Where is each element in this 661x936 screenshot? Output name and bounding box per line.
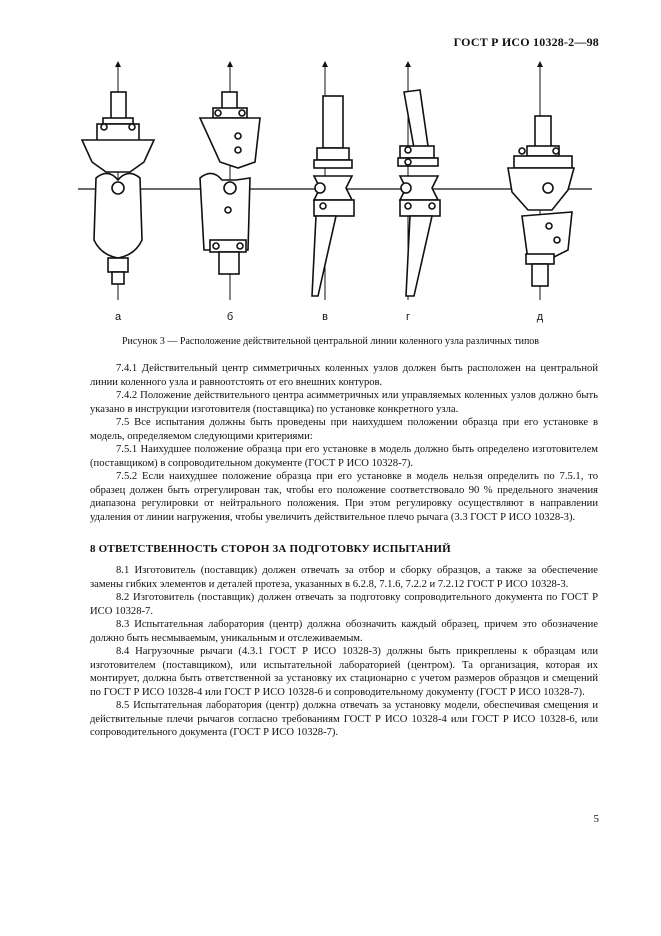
- page-number: 5: [593, 813, 599, 825]
- paragraph-8-5: 8.5 Испытательная лаборатория (центр) должна отвечать за установку модели, обеспечивая смещения и действительные плечи рычагов согласно требованиям ГОСТ Р ИСО 10328-4 или ГОСТ Р ИСО 10328-6, или сопроводительного документа (ГОСТ Р ИСО 10328-7).: [90, 700, 598, 738]
- text-block-bottom: [90, 564, 598, 740]
- paragraph-7-4-1: 7.4.1 Действительный центр симметричных коленных узлов должен быть расположен на центральной линии коленного узла и равноотстоять от его внешних контуров.: [90, 363, 598, 388]
- figure-label-e: д: [536, 311, 544, 323]
- paragraph-7-5: 7.5 Все испытания должны быть проведены при наихудшем положении образца при его установке в модель, определяемом следующими критериями:: [90, 417, 598, 442]
- document-header: ГОСТ Р ИСО 10328-2—98: [453, 35, 599, 49]
- figure-label-c: в: [322, 311, 328, 323]
- knee-unit-a: [82, 92, 154, 284]
- knee-unit-d: [398, 90, 440, 296]
- knee-unit-c: [312, 96, 354, 296]
- figure-label-b: б: [226, 311, 234, 323]
- paragraph-7-4-2: 7.4.2 Положение действительного центра асимметричных или управляемых коленных узлов должно быть указано в инструкции изготовителя (поставщика) по установке конкретного узла.: [90, 390, 598, 415]
- knee-unit-figure: [0, 50, 661, 340]
- figure-caption: Рисунок 3 — Расположение действительной центральной линии коленного узла различных типов: [121, 336, 540, 347]
- paragraph-7-5-1: 7.5.1 Наихудшее положение образца при его установке в модель должно быть определено изготовителем (поставщиком) в сопроводительном документе (ГОСТ Р ИСО 10328-7).: [90, 444, 598, 469]
- section-heading: 8 ОТВЕТСТВЕННОСТЬ СТОРОН ЗА ПОДГОТОВКУ ИСПЫТАНИЙ: [90, 543, 451, 555]
- figure-label-d: г: [405, 311, 411, 323]
- paragraph-8-2: 8.2 Изготовитель (поставщик) должен отвечать за подготовку сопроводительного документа по ГОСТ Р ИСО 10328-7.: [90, 592, 598, 617]
- knee-unit-e: [508, 116, 574, 286]
- paragraph-8-3: 8.3 Испытательная лаборатория (центр) должна обозначить каждый образец, причем это обозначение должно быть несмываемым, уникальным и отслеживаемым.: [90, 619, 598, 644]
- paragraph-8-1: 8.1 Изготовитель (поставщик) должен отвечать за отбор и сборку образцов, а также за обеспечение замены гибких элементов и деталей протеза, указанных в 6.2.8, 7.1.6, 7.2.2 и 7.2.12 ГОСТ Р ИСО 10328-3.: [90, 565, 598, 590]
- text-block-top: [90, 362, 598, 524]
- figure-label-a: а: [114, 311, 122, 323]
- knee-unit-b: [200, 92, 260, 274]
- paragraph-7-5-2: 7.5.2 Если наихудшее положение образца при его установке в модель нельзя определить по 7.5.1, то образец должен быть отрегулирован так, чтобы его положение соответствовало 90 % предельного значения диапазона регулировки от нейтрального положения. При этом регулировку осуществляют в направлении удаления от линии нагружения, чтобы увеличить действительное плечо рычага (3.3 ГОСТ Р ИСО 10328-3).: [90, 471, 598, 523]
- paragraph-8-4: 8.4 Нагрузочные рычаги (4.3.1 ГОСТ Р ИСО 10328-3) должны быть прикреплены к образцам или изготовителем (поставщиком), или испытательной лабораторией (центром). Та организация, которая их монтирует, должна быть ответственной за установку их стационарно с учетом размеров образцов и смещений по ГОСТ Р ИСО 10328-4 или ГОСТ Р ИСО 10328-6 и сопроводительному документу (ГОСТ Р ИСО 10328-7).: [90, 646, 598, 698]
